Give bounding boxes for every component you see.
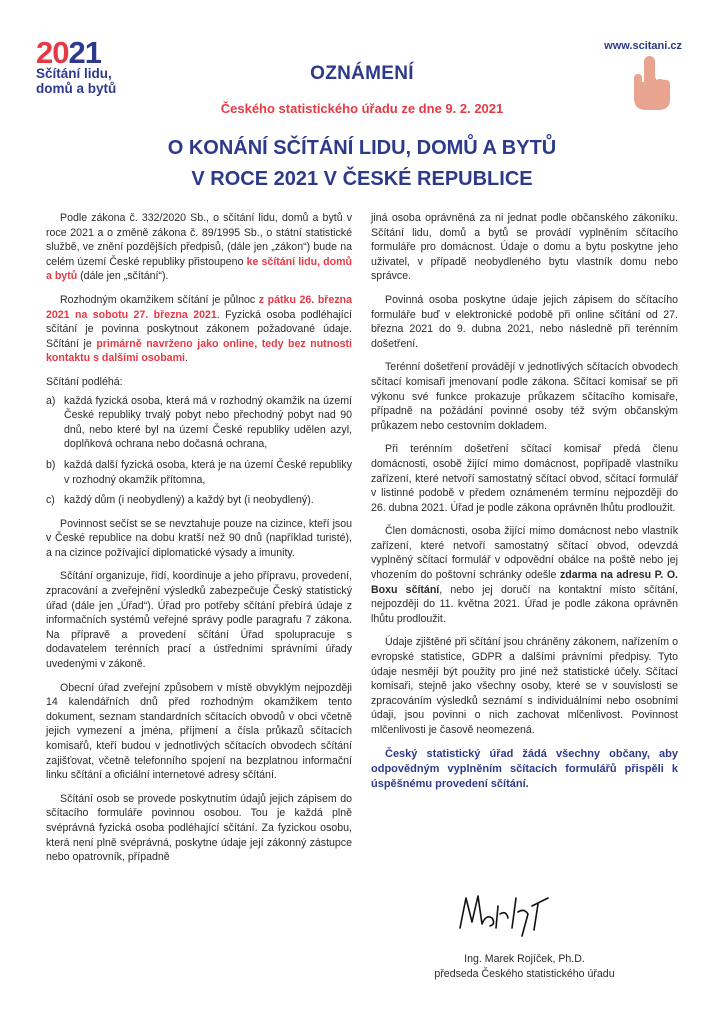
paragraph: Obecní úřad zveřejní způsobem v místě obvyklým nejpozději 14 kalendářních dnů před rozhodným okamžikem tento dokument, seznam standardních sčítacích obvodů v obci včetně jejich vymezení a jména, příjmení a čísla průkazů sčítacích komisařů, kteří budou v jednotlivých sčítacích obvodech sčítání zajišťovat, včetně telefonního spojení na bezplatnou informační linku sčítání a oficiální internetové adresy sčítání. xyxy=(46,681,352,782)
title-line-1: O KONÁNÍ SČÍTÁNÍ LIDU, DOMŮ A BYTŮ xyxy=(167,137,557,159)
paragraph: Podle zákona č. 332/2020 Sb., o sčítání lidu, domů a bytů v roce 2021 a o změně zákona č. 89/1995 Sb., o státní statistické službě, ve znění pozdějších předpisů, (dále jen „zákon“) bude na celém území České republiky přistoupeno ke sčítání lidu, domů a bytů (dále jen „sčítání“). xyxy=(46,212,352,283)
signer-name: Ing. Marek Rojíček, Ph.D. xyxy=(464,953,585,965)
title-line-2: V ROCE 2021 V ČESKÉ REPUBLICE xyxy=(191,168,533,190)
paragraph: Člen domácnosti, osoba žijící mimo domácnost nebo vlastník zařízení, které netvoří samostatný sčítací obvod, odevzdá vyplněný sčítací formulář v odpovědní obálce na poště nebo jej vhozením do poštovní schránky odešle zdarma na adresu P. O. Boxu sčítání, nebo jej doručí na kontaktní místo sčítání, nejpozději do 11. května 2021. Úřad je podle zákona oprávněn lhůtu prodloužit. xyxy=(371,525,679,625)
logo-year: 2021 xyxy=(36,35,101,70)
announcement-subtitle: Českého statistického úřadu ze dne 9. 2. 2021 xyxy=(220,101,504,116)
paragraph: Rozhodným okamžikem sčítání je půlnoc z pátku 26. března 2021 na sobotu 27. března 2021. Fyzická osoba podléhající sčítání je povinna poskytnout zákonem požadované údaje. Sčítání je primárně navrženo jako online, tedy bez nutnosti kontaktu s dalšími osobami. xyxy=(46,293,353,365)
document-title xyxy=(0,133,724,195)
paragraph: Povinná osoba poskytne údaje jejich zápisem do sčítacího formuláře buď v elektronické podobě při online sčítání od 27. března 2021 do 9. dubna 2021, nebo následně při terénním došetření. xyxy=(371,293,678,350)
paragraph: Při terénním došetření sčítací komisař předá členu domácnosti, osobě žijící mimo domácnost, popřípadě vlastníku zařízení, které netvoří samostatný sčítací obvod, sčítací formulář v listinné podobě v předem oznámeném termínu nejpozději do 26. dubna 2021. Úřad je podle zákona oprávněn lhůtu prodloužit. xyxy=(371,443,678,514)
logo-line-2: domů a bytů xyxy=(36,81,117,96)
signer-role: předseda Českého statistického úřadu xyxy=(434,968,615,980)
paragraph: Povinnost sečíst se se nevztahuje pouze na cizince, kteří jsou v České republice na dobu kratší než 90 dnů (například turisté), a na cizince požívající diplomatické výsady a imunity. xyxy=(46,517,352,559)
list-item: c) každý dům (i neobydlený) a každý byt (i neobydlený). xyxy=(46,494,314,507)
logo-line-1: Sčítání lidu, xyxy=(36,66,112,81)
paragraph: Terénní došetření provádějí v jednotlivých sčítacích obvodech sčítací komisaři jmenovaní podle zákona. Sčítací komisař se při výkonu své funkce prokazuje průkazem sčítacího komisaře, případně na požádání povinné osoby též svým občanským průkazem nebo cestovním dokladem. xyxy=(371,361,678,432)
list-heading: Sčítání podléhá: xyxy=(46,375,123,388)
list-item: b) každá další fyzická osoba, která je na území České republiky v rozhodný okamžik přítomna, xyxy=(46,458,352,486)
paragraph: jiná osoba oprávněná za ni jednat podle občanského zákoníku. Sčítání lidu, domů a bytů se provádí vyplněním sčítacího formuláře pro domácnost. Údaje o domu a bytu poskytne jeho uživatel, v případě neobydleného bytu vlastník domu nebo správce. xyxy=(371,212,678,283)
announcement-heading: OZNÁMENÍ xyxy=(310,63,414,84)
paragraph: Sčítání organizuje, řídí, koordinuje a jeho přípravu, provedení, zpracování a zveřejnění výsledků zabezpečuje Český statistický úřad (dále jen „Úřad“). Úřad pro potřeby sčítání přebírá údaje z informačních systémů veřejné správy podle paragrafu 7 zákona. Na přípravě a provedení sčítání Úřad spolupracuje s dodavatelem terénních prací a ústředními správními úřady uvedenými v zákoně. xyxy=(46,570,352,671)
paragraph: Údaje zjištěné při sčítání jsou chráněny zákonem, nařízením o evropské statistice, GDPR a dalšími právními předpisy. Tyto údaje nesmějí být použity pro jiné než statistické účely. Sčítací komisaři, stejně jako všechny osoby, které se v souvislosti se zpracováním výsledků seznámí s individuálními nebo osobními údaji, jsou povinni o nich zachovat mlčenlivost. Povinnost mlčenlivosti je časově neomezená. xyxy=(371,636,678,736)
website-link[interactable]: www.scitani.cz xyxy=(604,40,682,52)
closing-appeal: Český statistický úřad žádá všechny občany, aby odpovědným vyplněním sčítacích formulářů přispěli k úspěšnému provedení sčítání. xyxy=(371,747,678,790)
signature-mark xyxy=(452,884,562,940)
signatory xyxy=(371,952,678,982)
paragraph: Sčítání osob se provede poskytnutím údajů jejich zápisem do sčítacího formuláře povinnou osobou. Tou je každá plně svéprávná fyzická osoba podléhající sčítání. Za fyzickou osobu, která není plně svéprávná, poskytne údaje její zákonný zástupce nebo opatrovník, případně xyxy=(46,792,352,864)
right-column xyxy=(371,211,678,804)
left-column xyxy=(46,211,352,874)
list-item: a) každá fyzická osoba, která má v rozhodný okamžik na území České republiky trvalý pobyt nebo přechodný pobyt nad 90 dnů, nebo které byl na území České republiky udělen azyl, doplňková ochrana nebo dočasná ochrana, xyxy=(46,394,352,451)
